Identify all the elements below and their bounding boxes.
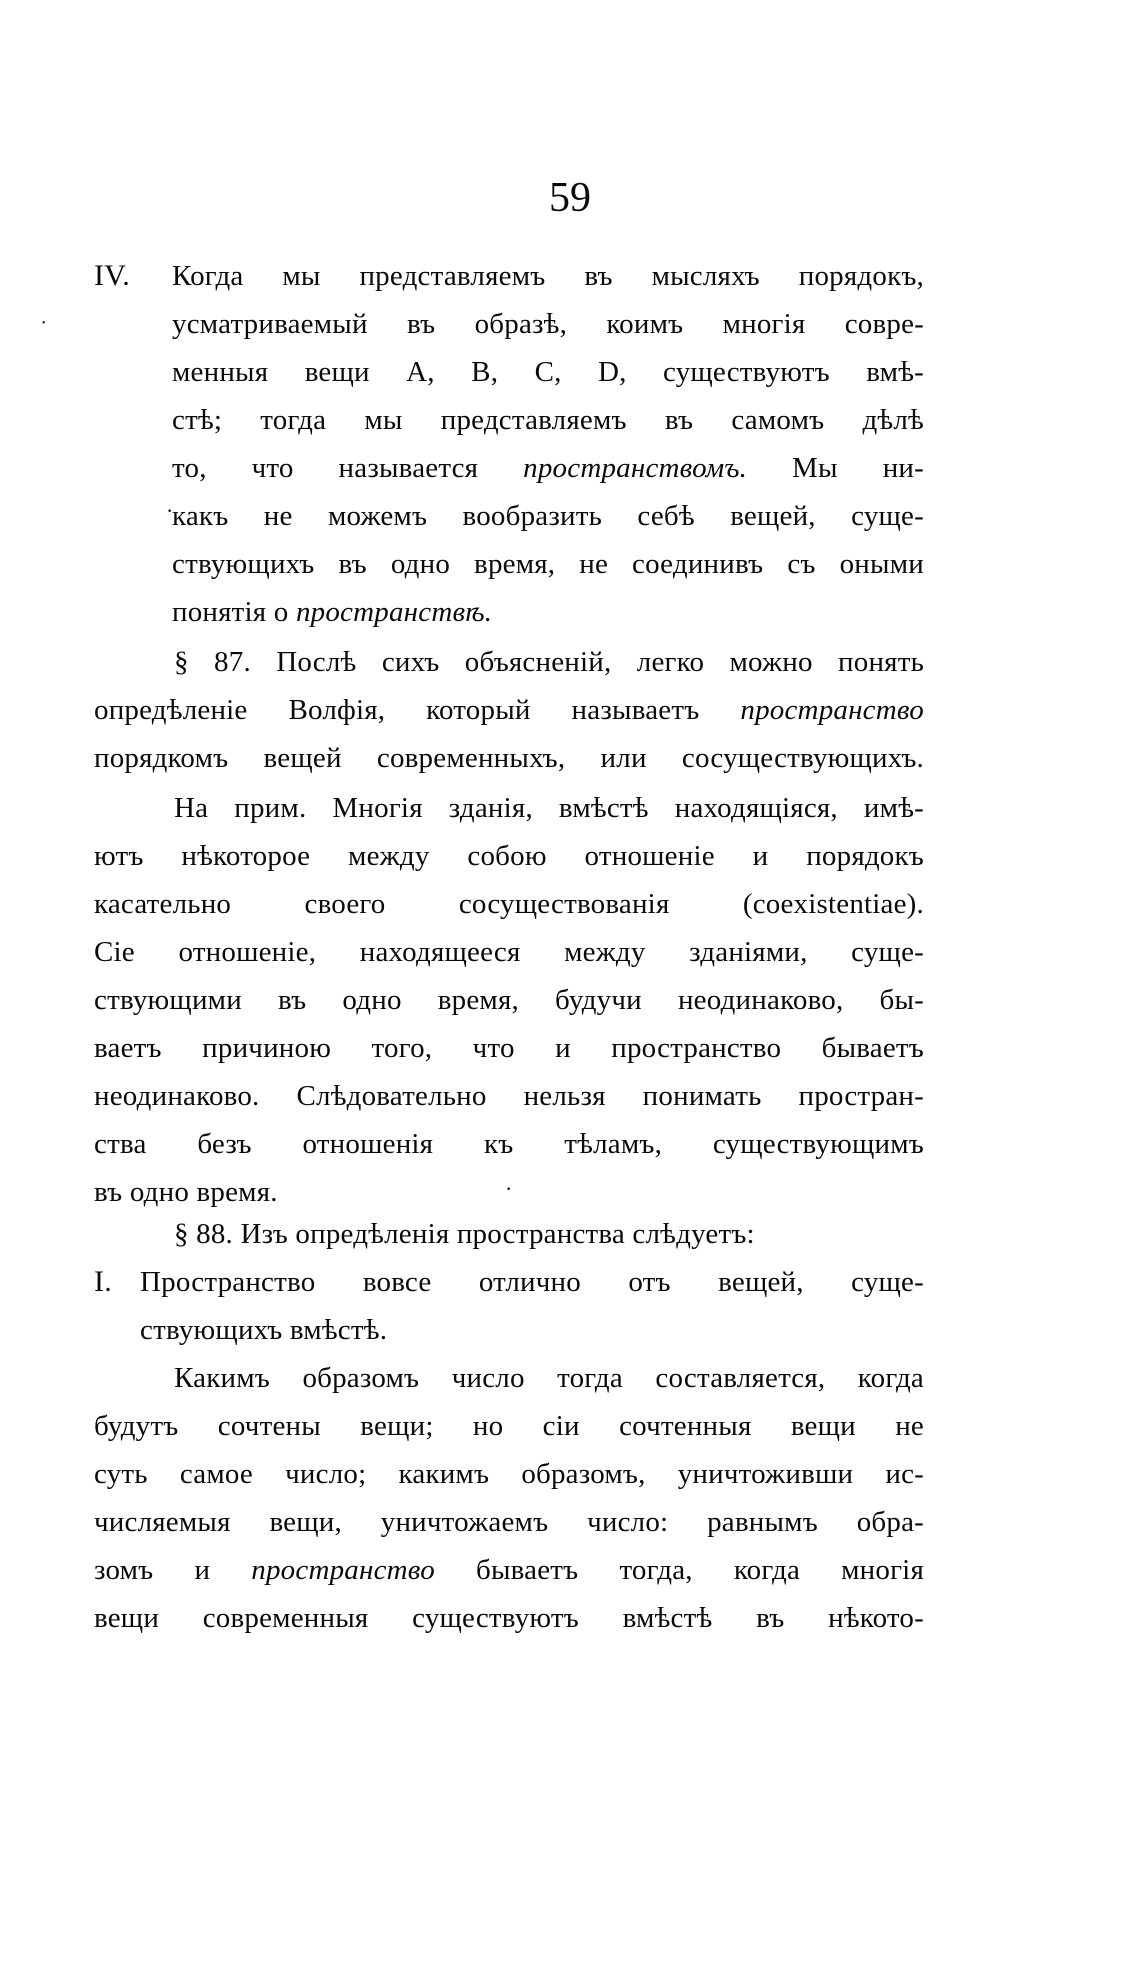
text-line: то, что называется пространствомъ. Мы ни- [172, 452, 924, 484]
italic-term: пространствѣ. [295, 596, 493, 628]
text-line: Когда мы представляемъ въ мысляхъ порядокъ, [172, 260, 924, 292]
print-speck: · [505, 1176, 513, 1201]
text-line: менныя вещи A, B, C, D, существуютъ вмѣ- [172, 356, 924, 388]
text-line: Сіе отношеніе, находящееся между зданіями, суще- [94, 936, 924, 968]
page-number: 59 [549, 175, 591, 221]
text-line: ствующихъ вмѣстѣ. [140, 1314, 388, 1346]
text-line: § 88. Изъ опредѣленія пространства слѣдуетъ: [174, 1218, 755, 1250]
paragraph-87 [94, 638, 924, 782]
text-line: порядкомъ вещей современныхъ, или сосуществующихъ. [94, 742, 924, 774]
text-line: зомъ и пространство бываетъ тогда, когда многія [94, 1554, 924, 1586]
italic-term: пространство [740, 694, 924, 726]
text-line: ствующими въ одно время, будучи неодинаково, бы- [94, 984, 924, 1016]
italic-term: пространство [251, 1554, 435, 1586]
text-line: § 87. Послѣ сихъ объясненій, легко можно понять [174, 646, 924, 678]
print-speck: ˙ [40, 316, 48, 341]
italic-term: пространствомъ. [523, 452, 748, 484]
text-line: неодинаково. Слѣдовательно нельзя понимать простран- [94, 1080, 924, 1112]
text-line: ствующихъ въ одно время, не соединивъ съ оными [172, 548, 924, 580]
item-iv [94, 252, 924, 636]
text-line: Пространство вовсе отлично отъ вещей, суще- [140, 1266, 924, 1298]
text-line: будутъ сочтены вещи; но сіи сочтенныя вещи не [94, 1410, 924, 1442]
text-line: числяемыя вещи, уничтожаемъ число: равнымъ обра- [94, 1506, 924, 1538]
paragraph-88 [94, 1210, 924, 1258]
text-line: стѣ; тогда мы представляемъ въ самомъ дѣлѣ [172, 404, 924, 436]
paragraph-number [94, 1354, 924, 1642]
text-line: вещи современныя существуютъ вмѣстѣ въ нѣкото- [94, 1602, 924, 1634]
print-speck: · [166, 498, 174, 523]
text-line: На прим. Многія зданія, вмѣстѣ находящіяся, имѣ- [174, 792, 924, 824]
text-line: понятія о пространствѣ. [172, 596, 493, 628]
text-line: ваетъ причиною того, что и пространство бываетъ [94, 1032, 924, 1064]
item-i [94, 1258, 924, 1354]
text-line: въ одно время. [94, 1176, 278, 1208]
text-line: какъ не можемъ вообразить себѣ вещей, суще- [172, 500, 924, 532]
text-line: Какимъ образомъ число тогда составляется, когда [174, 1362, 924, 1394]
text-line: ства безъ отношенія къ тѣламъ, существующимъ [94, 1128, 924, 1160]
paragraph-example [94, 784, 924, 1216]
text-line: опредѣленіе Волфія, который называетъ пространство [94, 694, 924, 726]
item-iv-marker: IV. [94, 259, 130, 292]
text-line: усматриваемый въ образѣ, коимъ многія совре- [172, 308, 924, 340]
text-line: ютъ нѣкоторое между собою отношеніе и порядокъ [94, 840, 924, 872]
text-line: суть самое число; какимъ образомъ, уничтоживши ис- [94, 1458, 924, 1490]
item-i-marker: I. [94, 1265, 112, 1298]
text-line: касательно своего сосуществованія (coexistentiae). [94, 888, 924, 920]
